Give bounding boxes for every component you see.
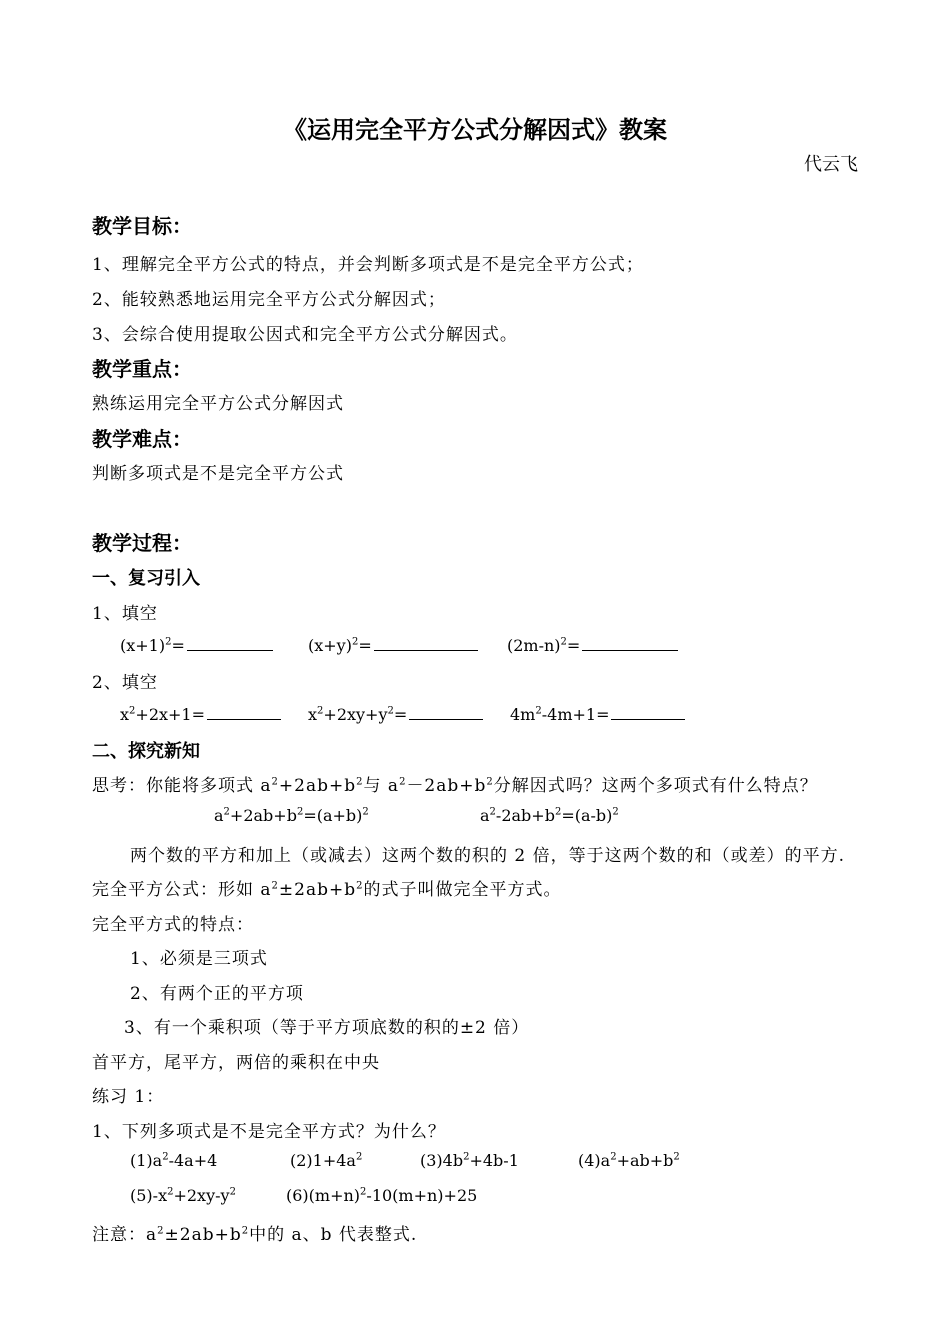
formula-sum: $a^2+2ab+b^2=(a+b)^2$ [214,806,369,825]
answer-blank[interactable] [582,634,678,651]
rhyme-text: 首平方，尾平方，两倍的乘积在中央 [92,1053,380,1073]
formula-difference: $a^2-2ab+b^2=(a-b)^2$ [480,806,619,825]
section-review-heading: 一、复习引入 [92,568,200,589]
practice-title: 练习 1： [92,1087,165,1107]
section-explore-heading: 二、探究新知 [92,741,200,762]
answer-blank[interactable] [187,634,273,651]
fill-expression-5: $x^2+2xy+y^2=$ [308,703,483,724]
practice-option-1: $(1)a^2-4a+4$ [130,1151,218,1170]
definition-text: 完全平方公式：形如 $a^2\pm 2ab+b^2$的式子叫做完全平方式。 [92,880,562,900]
difficulty-text: 判断多项式是不是完全平方公式 [92,464,344,484]
fill-expression-4: $x^2+2x+1=$ [120,703,281,724]
practice-option-4: $(4)a^2+ab+b^2$ [578,1151,680,1170]
keypoint-heading: 教学重点： [92,357,192,381]
fill-expression-3: $(2m-n)^2=$ [507,634,678,655]
note-text: 注意：$a^2\pm 2ab+b^2$中的 a、b 代表整式. [92,1225,418,1245]
feature-item: 2、有两个正的平方项 [130,984,304,1004]
document-title: 《运用完全平方公式分解因式》教案 [283,116,667,144]
objectives-heading: 教学目标： [92,214,192,238]
fill-label-1: 1、填空 [92,604,158,624]
fill-expression-2: $(x+y)^2=$ [308,634,478,655]
practice-option-5: $(5)-x^2+2xy-y^2$ [130,1186,236,1205]
answer-blank[interactable] [207,703,281,720]
fill-expression-6: $4m^2-4m+1=$ [510,703,685,724]
process-heading: 教学过程： [92,531,192,555]
answer-blank[interactable] [409,703,483,720]
practice-question: 1、下列多项式是不是完全平方式？为什么？ [92,1122,446,1142]
difficulty-heading: 教学难点： [92,427,192,451]
practice-option-3: $(3)4b^2+4b-1$ [420,1151,519,1170]
practice-option-2: $(2)1+4a^2$ [290,1151,363,1170]
author-name: 代云飞 [804,154,858,175]
feature-item: 1、必须是三项式 [130,949,268,969]
explanation-text: 两个数的平方和加上（或减去）这两个数的积的 2 倍，等于这两个数的和（或差）的平方. [130,846,846,866]
fill-expression-1: $(x+1)^2=$ [120,634,273,655]
fill-label-2: 2、填空 [92,673,158,693]
answer-blank[interactable] [374,634,478,651]
keypoint-text: 熟练运用完全平方公式分解因式 [92,394,344,414]
features-title: 完全平方式的特点： [92,915,254,935]
practice-option-6: $(6)(m+n)^2-10(m+n)+25$ [286,1186,478,1205]
think-question: 思考：你能将多项式 $a^2+2ab+b^2$与 $a^2-2ab+b^2$分解因式吗？这两个多项式有什么特点？ [92,776,818,796]
objective-item: 3、会综合使用提取公因式和完全平方公式分解因式。 [92,325,518,345]
feature-item: 3、有一个乘积项（等于平方项底数的积的±2 倍） [124,1018,530,1038]
objective-item: 2、能较熟悉地运用完全平方公式分解因式； [92,290,446,310]
answer-blank[interactable] [611,703,685,720]
objective-item: 1、理解完全平方公式的特点，并会判断多项式是不是完全平方公式； [92,255,644,275]
